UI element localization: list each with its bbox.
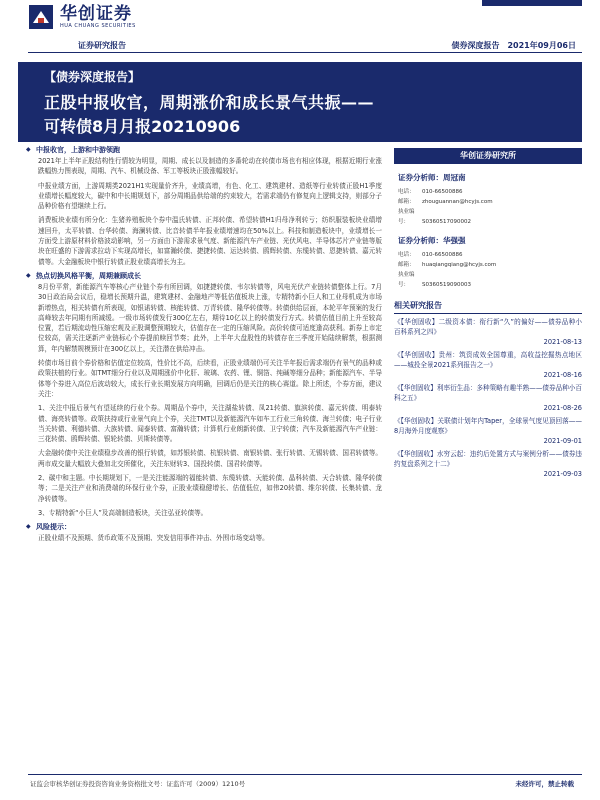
related-report-title[interactable]: 《【华创固收】贵州：筑资成效全国尊重，高收益挖掘热点地区——城投全景2021系列报告之一》 (394, 351, 582, 369)
institute-header: 华创证券研究所 (394, 148, 582, 164)
analyst-email[interactable]: 邮箱： zhouguannan@hcyjs.com (398, 199, 493, 205)
related-report-date: 2021-09-01 (543, 437, 582, 445)
footer-divider (28, 774, 582, 775)
section-heading: ◆ 风险提示： (26, 522, 382, 532)
section-paragraph: 1、关注中报后景气有望延续的行业个券。周期品个券中，关注湖盐转债、凤21转债、旗滨转债、嘉元转债、明泰转债、海亮转债等。政策扶持或行业景气向上个券，关注TMT以及新能源汽车如车工行业三角转债、海兰转债；电子行业当关转债、利德转债、大族转债、闻泰转债、富瀚转债；计算机行业朗新转债、卫宁转债；汽车及新能源汽车产业链：三花转债、鸥辉转债、银轮转债、贝斯转债等。 (38, 404, 382, 444)
footer-copyright: 未经许可，禁止转载 (515, 780, 574, 788)
section-paragraph: 3、专精特新“小巨人”及高端制造板块，关注弘亚转债等。 (38, 508, 208, 517)
related-report-date: 2021-08-13 (543, 338, 582, 346)
brand-name-en: HUA CHUANG SECURITIES (60, 23, 136, 29)
section-heading: ◆ 热点切换风格平衡，周期兼顾成长 (26, 271, 382, 281)
section-paragraph: 中报业绩方面，上游周期类2021H1实现量价齐升，业绩高增，有色、化工、建筑建材、造纸等行业转债正股H1季度业绩增长幅度较大，碳中和中长期规划下，部分周期品供给端的约束较大，若需求端仍有修复向上逻辑支持，则部分子品种价格有望继续上行。 (38, 181, 382, 211)
analyst-email[interactable]: 邮箱： huaqiangqiang@hcyjs.com (398, 262, 497, 268)
related-report-date: 2021-09-03 (543, 470, 582, 478)
analyst-phone: 电话： 010-66500886 (398, 252, 463, 258)
section-paragraph: 2、碳中和主题。中长期规划下，一是关注能源端的福能转债、东缆转债、天能转债、晶科转债、天合转债、隆华转债等；二是关注产业和消费端的环保行业个券，正股业绩稳健增长、估值低位，如伟20转债、维尔转债、长集转债、龙净转债等。 (38, 474, 382, 503)
analyst-phone: 电话： 010-66500886 (398, 189, 463, 195)
related-report-item[interactable] (394, 317, 582, 347)
related-report-title[interactable]: 《【华创固收】水穷云起：违约后处置方式与案例分析——债券违约复盘系列之十二》 (394, 450, 582, 468)
section-paragraph: 转债市场目前个券价格和估值定位较高，性价比不高，后续看，正股业绩端仍可关注半年报后需求端仍有景气的品种或政策扶植的行业。如TMT细分行业以及周期涨价中化肝、玻璃、农药、锂、铜箔、纯碱等细分品种；新能源汽车、半导体等个券进入高位后波动较大，成长行业长期发展方向明确，回调后仍是关注的核心赛道。除上所述，个券方面，建议关注： (38, 359, 382, 398)
main-content (26, 142, 382, 548)
related-report-item[interactable] (394, 350, 582, 380)
report-date: 债券深度报告 2021年09月06日 (451, 41, 576, 50)
analyst-license: 执业编号： S0360517090002 (398, 209, 471, 225)
square-logo-icon (28, 4, 54, 30)
analyst-card (394, 172, 582, 227)
brand-name-cn: 华创证券 (60, 4, 132, 24)
analyst-card (394, 235, 582, 290)
report-title-line1: 正股中报收官，周期涨价和成长景气共振—— (44, 93, 375, 112)
related-report-title[interactable]: 《【华创固收】利率衍生品：多种策略有趣半熟——债券品种小百科之五》 (394, 384, 582, 402)
header-divider (28, 52, 582, 53)
analyst-license: 执业编号： S0360519090003 (398, 272, 471, 288)
report-category: 证券研究报告 (78, 41, 126, 50)
section-heading: ◆ 中报收官，上游和中游领跑 (26, 145, 382, 155)
top-corner-bar (482, 0, 582, 6)
section-paragraph: 2021年上半年正股结构性行情较为明显，周期、成长以及制造的多番轮动在转债市场也有相应体现，根据近期行业涨跌幅热力图表现，周期、汽车、机械设备、军工等板块正股涨幅较好。 (38, 157, 382, 176)
related-report-item[interactable] (394, 449, 582, 479)
footer-license: 证监会审核华创证券投资咨询业务资格批文号：证监许可（2009）1210号 (30, 780, 246, 788)
report-tag: 【债券深度报告】 (44, 70, 141, 84)
brand-logo (28, 4, 136, 30)
analyst-name: 证券分析师：周冠南 (398, 173, 466, 182)
section-paragraph: 8月份平常，新能源汽车等核心产业链个券有所回调，如捷捷转债、韦尔转债等，风电光伏产业链转债整体上行。7月30日政治局会议后，稳增长预期升温，建筑建材、金融地产等低估值板块上涨，专精特新小巨人和工业母机成为市场新增热点，相关转债有所表现，如银诺转债、核能转债、万青转债、隆华转债等。转债供给层面，本轮平年预案的发行高峰较去年同期有所减缓。一级市场转债发行300亿左右，期待10亿以上的转债发行方式。转债估值目前上升至较高位置，若后期流动性压缩宏观及正股调整预期较大，估值存在一定的压缩风险。高价转债可适度逢高获利。新券上市定位较高，需关注逐新产业链标心个券提前赎回节奏；此外，上半年大盘股性的转债存在三季度开始陆续解禁，根据测算，年内解禁规模预计在300亿以上，关注潜在供给冲击。 (38, 282, 382, 353)
section-paragraph: 大金融转债中关注业绩稳步改善的银行转债，如苏银转债、杭银转债、南银转债、张行转债、无锡转债、国君转债等。两市成交量大幅放大叠加北交所催化，关注东财转3、国投转债、国君转债等。 (38, 449, 382, 468)
sidebar (394, 148, 582, 479)
related-report-date: 2021-08-16 (543, 371, 582, 379)
report-title-line2: 可转债8月月报20210906 (44, 117, 241, 136)
section-paragraph: 正股业绩不及预期、货币政策不及预期、突发信用事件冲击、外围市场变动等。 (38, 534, 269, 543)
related-report-item[interactable] (394, 416, 582, 446)
related-report-title[interactable]: 《【华创固收】二级资本债：衔行新“久”的偏好——债券品种小百科系列之四》 (394, 318, 582, 336)
section-paragraph: 消费板块业绩有所分化：生猪养殖板块个券中温氏转债、正邦转债、希望转债H1归母净利转亏；纺织服装板块业绩增速回升，太平转债、台华转债、海澜转债、比音转债半年报业绩增速均在50%以上。科技和制造板块中，业绩增长一方面受上游原材料价格波动影响，另一方面由下游需求景气度、新能源汽车产业链、光伏风电、半导体芯片产业链等版块在旺盛的下游需求拉动下实现高增长，如富瀚转债、捷捷转债、运达转债、鸥辉转债、东缆转债、恩捷转债、嘉元转债等。大金融板块中银行转债正股业绩高增长为主。 (38, 216, 382, 266)
related-reports-heading: 相关研究报告 (394, 300, 582, 314)
related-report-date: 2021-08-26 (543, 404, 582, 412)
analyst-name: 证券分析师：华强强 (398, 236, 466, 245)
title-banner (18, 62, 582, 142)
related-report-item[interactable] (394, 383, 582, 413)
related-report-title[interactable]: 《【华创固收】关联债计划年内Taper，全球景气度见顶回落——8月海外月度观察》 (394, 417, 582, 435)
